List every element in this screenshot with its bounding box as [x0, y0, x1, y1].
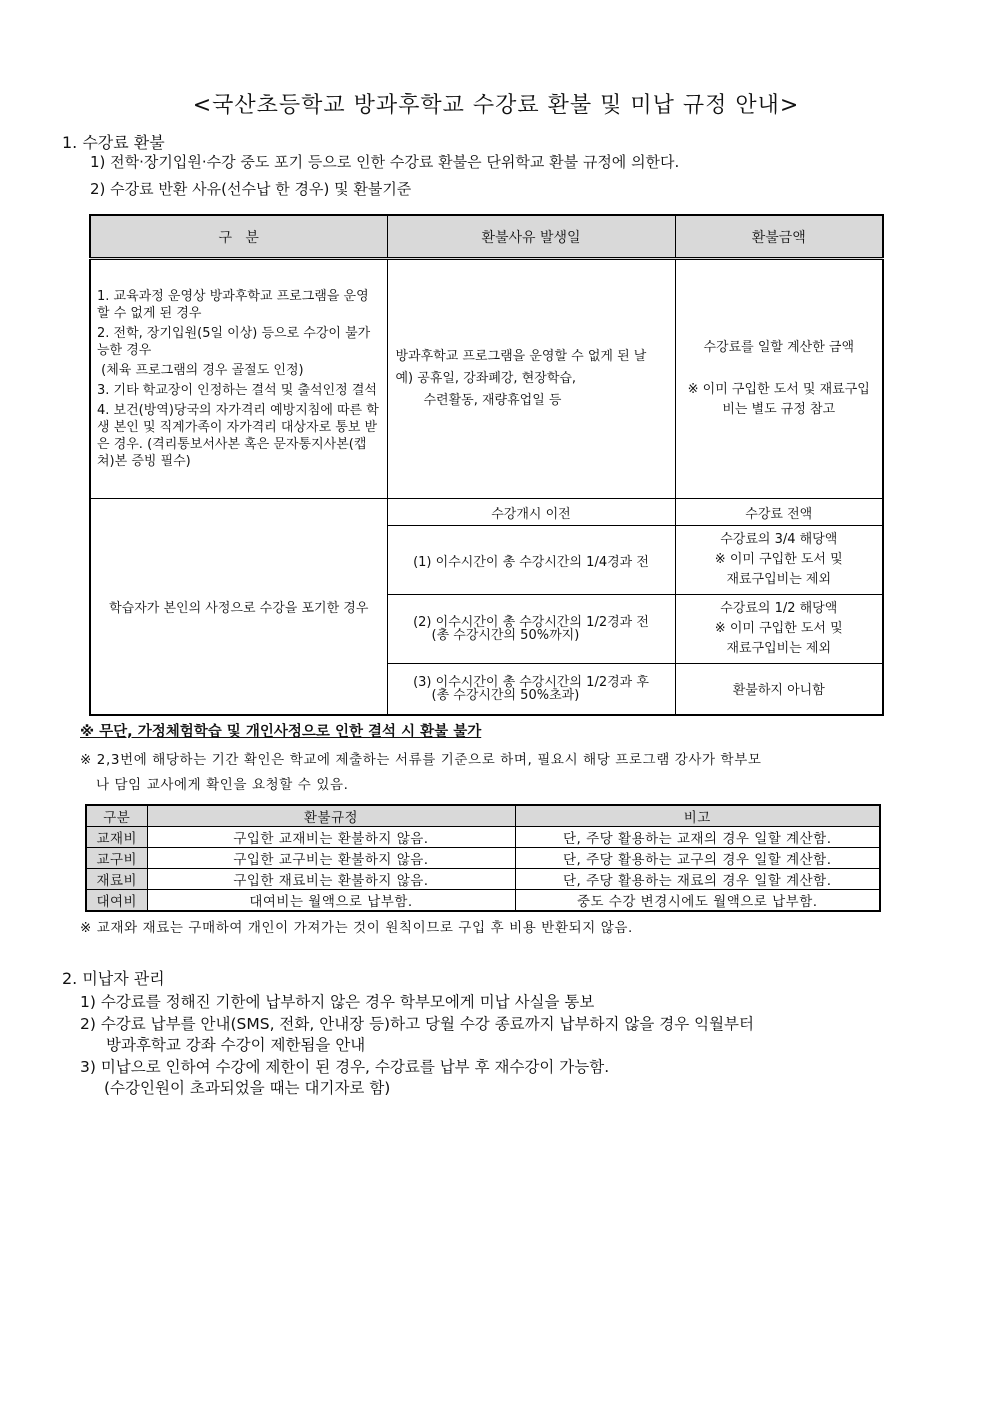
section2-line-3-cont: (수강인원이 초과되었을 때는 대기자로 함)	[104, 1079, 391, 1097]
section1-item-1: 1) 전학·장기입원·수강 중도 포기 등으로 인한 수강료 환불은 단위학교 환불 규정에 의한다.	[90, 153, 680, 171]
case-2-amount	[675, 595, 883, 664]
row-remark: 중도 수강 변경시에도 월액으로 납부함.	[515, 890, 880, 912]
verification-note-line1: ※ 2,3번에 해당하는 기간 확인은 학교에 제출하는 서류를 기준으로 하며, 필요시 해당 프로그램 강사가 학부모	[80, 752, 762, 768]
verification-note-line2: 나 담임 교사에게 확인을 요청할 수 있음.	[96, 777, 349, 793]
refund-criteria-table	[89, 214, 884, 716]
amount-main: 수강료를 일할 계산한 금액	[703, 340, 855, 355]
section1-item-2: 2) 수강료 반환 사유(선수납 한 경우) 및 환불기준	[90, 180, 412, 198]
reason-3: 3. 기타 학교장이 인정하는 결석 및 출석인정 결석	[97, 383, 377, 398]
row-rule: 구입한 교재비는 환불하지 않음.	[147, 827, 515, 848]
section2-line-2-cont: 방과후학교 강좌 수강이 제한됨을 안내	[106, 1036, 366, 1054]
table-header-row	[86, 805, 880, 827]
section2-line-3: 3) 미납으로 인하여 수강에 제한이 된 경우, 수강료를 납부 후 재수강이 가능함.	[80, 1058, 610, 1076]
case-0-occurrence: 수강개시 이전	[387, 499, 675, 526]
reason-4: 4. 보건(방역)당국의 자가격리 예방지침에 따른 학생 본인 및 직계가족이 자가격리 대상자로 통보 받은 경우. (격리통보서사본 혹은 문자통지사본(캡쳐)본 증빙 필수)	[97, 403, 379, 469]
case-2-amount-note-cont: 재료구입비는 제외	[726, 641, 832, 656]
amount-cell	[675, 259, 883, 499]
section2-line-1: 1) 수강료를 정해진 기한에 납부하지 않은 경우 학부모에게 미납 사실을 통보	[80, 993, 595, 1011]
occurrence-cell	[387, 259, 675, 499]
row-remark: 단, 주당 활용하는 재료의 경우 일할 계산함.	[515, 869, 880, 890]
case-1-amount	[675, 526, 883, 595]
row-rule: 구입한 교구비는 환불하지 않음.	[147, 848, 515, 869]
case-2-occurrence-sub: (총 수강시간의 50%까지)	[431, 628, 580, 643]
case-0-amount: 수강료 전액	[675, 499, 883, 526]
reason-2: 2. 전학, 장기입원(5일 이상) 등으로 수강이 불가능한 경우	[97, 326, 371, 358]
page-title: <국산초등학교 방과후학교 수강료 환불 및 미납 규정 안내>	[192, 93, 800, 118]
header-type: 구분	[86, 805, 147, 827]
section2-heading: 2. 미납자 관리	[62, 969, 165, 988]
case-2-amount-main: 수강료의 1/2 해당액	[720, 601, 838, 616]
case-1-amount-note: ※ 이미 구입한 도서 및	[714, 552, 843, 567]
case-3-amount: 환불하지 아니함	[675, 664, 883, 715]
table-row	[86, 848, 880, 869]
table-row	[86, 869, 880, 890]
case-3-occurrence	[387, 664, 675, 715]
header-occurrence: 환불사유 발생일	[387, 215, 675, 259]
case-2-occurrence-main: (2) 이수시간이 총 수강시간의 1/2경과 전	[413, 615, 649, 630]
reason-1: 1. 교육과정 운영상 방과후학교 프로그램을 운영할 수 없게 된 경우	[97, 289, 369, 321]
materials-refund-table	[85, 804, 881, 912]
case-1-amount-note-cont: 재료구입비는 제외	[726, 572, 832, 587]
occurrence-example-cont: 수련활동, 재량휴업일 등	[423, 393, 562, 408]
row-type: 재료비	[86, 869, 147, 890]
withdrawal-reason-cell: 학습자가 본인의 사정으로 수강을 포기한 경우	[90, 499, 387, 715]
row-type: 교구비	[86, 848, 147, 869]
row-remark: 단, 주당 활용하는 교재의 경우 일할 계산함.	[515, 827, 880, 848]
case-1-occurrence: (1) 이수시간이 총 수강시간의 1/4경과 전	[387, 526, 675, 595]
table-row	[90, 259, 883, 499]
table-header-row	[90, 215, 883, 259]
row-rule: 구입한 재료비는 환불하지 않음.	[147, 869, 515, 890]
case-3-occurrence-main: (3) 이수시간이 총 수강시간의 1/2경과 후	[413, 674, 649, 690]
refund-reasons-cell	[90, 259, 387, 499]
header-category: 구 분	[90, 215, 387, 259]
section1-heading: 1. 수강료 환불	[62, 133, 165, 152]
case-1-amount-main: 수강료의 3/4 해당액	[720, 532, 838, 547]
header-amount: 환불금액	[675, 215, 883, 259]
amount-note: ※ 이미 구입한 도서 및 재료구입	[687, 382, 870, 397]
table-row	[90, 499, 883, 526]
section2-line-2: 2) 수강료 납부를 안내(SMS, 전화, 안내장 등)하고 당월 수강 종료까지 납부하지 않을 경우 익월부터	[80, 1015, 754, 1033]
occurrence-main: 방과후학교 프로그램을 운영할 수 없게 된 날	[395, 349, 647, 364]
table-row	[86, 827, 880, 848]
materials-note: ※ 교재와 재료는 구매하여 개인이 가져가는 것이 원칙이므로 구입 후 비용 반환되지 않음.	[80, 920, 633, 936]
header-rule: 환불규정	[147, 805, 515, 827]
case-3-occurrence-sub: (총 수강시간의 50%초과)	[431, 687, 580, 703]
occurrence-example: 예) 공휴일, 강좌폐강, 현장학습,	[395, 371, 577, 386]
row-remark: 단, 주당 활용하는 교구의 경우 일할 계산함.	[515, 848, 880, 869]
row-type: 대여비	[86, 890, 147, 912]
row-rule: 대여비는 월액으로 납부함.	[147, 890, 515, 912]
amount-note-cont: 비는 별도 규정 참고	[722, 402, 836, 417]
row-type: 교재비	[86, 827, 147, 848]
reason-2-note: (체육 프로그램의 경우 골절도 인정)	[97, 363, 304, 378]
case-2-occurrence	[387, 595, 675, 664]
no-refund-notice: ※ 무단, 가정체험학습 및 개인사정으로 인한 결석 시 환불 불가	[80, 724, 482, 740]
header-remark: 비고	[515, 805, 880, 827]
table-row	[86, 890, 880, 912]
case-2-amount-note: ※ 이미 구입한 도서 및	[714, 621, 843, 636]
